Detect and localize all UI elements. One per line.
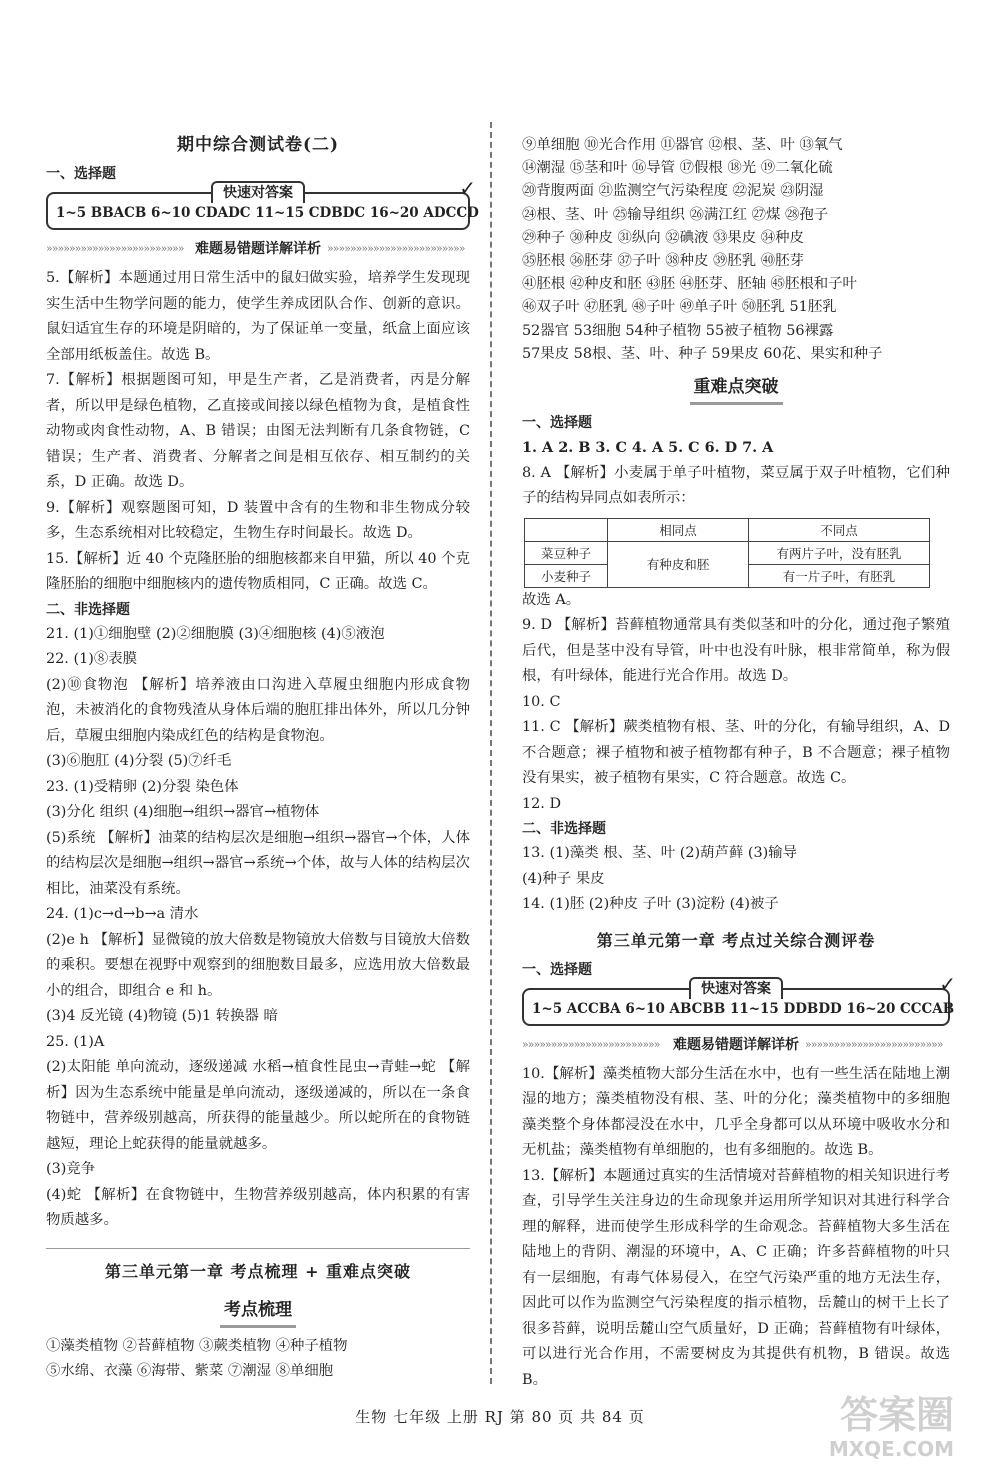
answer-item: (4)蛇 【解析】在食物链中，生物营养级别越高，体内积累的有害物质越多。 <box>46 1186 470 1228</box>
section-heading: 二、非选择题 <box>46 601 130 618</box>
answer-item: 11. C 【解析】蕨类植物有根、茎、叶的分化，有输导组织，A、D 不合题意；裸子植物和被子植物都有种子，B 不合题意；裸子植物没有果实，被子植物有果实，C 符合题意。故选 C。 <box>522 719 950 787</box>
analysis-band: »»»»»»»»»»»»»»»»»»»»»»»» 难题易错题详解详析 »»»»»»»»»»»»»»»»»»»»»»»» <box>46 236 470 262</box>
page-footer: 生物 七年级 上册 RJ 第 80 页 共 84 页 <box>355 1408 645 1426</box>
unit-title: 第三单元第一章 考点过关综合测评卷 <box>596 930 876 950</box>
watermark-logo: 答案圈 MXQE.COM <box>828 1393 954 1461</box>
quick-answer-box <box>522 971 956 1026</box>
answer-item: ⑤水绵、衣藻 ⑥海带、紫菜 ⑦潮湿 ⑧单细胞 <box>46 1363 334 1379</box>
chevron-decoration-icon: »»»»»»»»»»»»»»»»»»»»»»»» <box>805 1037 943 1051</box>
answer-item: 1. A 2. B 3. C 4. A 5. C 6. D 7. A <box>522 439 774 457</box>
answer-item: 5.【解析】本题通过用日常生活中的鼠妇做实验，培养学生发现现实生活中生物学问题的能力，使学生养成团队合作、创新的意识。鼠妇适宜生存的环境是阴暗的，为了保证单一变量，纸盒上面应该全部用纸板盖住。故选 B。 <box>46 270 470 363</box>
answer-item: ①藻类植物 ②苔藓植物 ③蕨类植物 ④种子植物 <box>46 1337 348 1354</box>
answer-item: 22. (1)⑧表膜 <box>46 651 138 667</box>
chevron-decoration-icon: »»»»»»»»»»»»»»»»»»»»»»»» <box>327 242 465 255</box>
answer-item: 15.【解析】近 40 个克隆胚胎的细胞核都来自甲猫，所以 40 个克隆胚胎的细胞中细胞核内的遗传物质相同，C 正确。故选 C。 <box>46 550 470 592</box>
answer-item: (3)竞争 <box>46 1161 96 1177</box>
list-item: ㉔根、茎、叶 ㉕输导组织 ㉖满江红 ㉗煤 ㉘孢子 <box>522 206 829 223</box>
section-heading: 一、选择题 <box>522 415 592 432</box>
list-item: 57果皮 58根、茎、叶、种子 59果皮 60花、果实和种子 <box>522 345 883 362</box>
seed-comparison-table <box>524 518 930 588</box>
answer-item: 24. (1)c→d→b→a 清水 <box>46 906 199 922</box>
answer-item: 10.【解析】藻类植物大部分生活在水中，也有一些生活在陆地上潮湿的地方；藻类植物没有根、茎、叶的分化；藻类植物中的多细胞藻类整个身体都浸没在水中，几乎全身都可以从环境中吸收水分和无机盐；藻类植物有单细胞的，也有多细胞的。故选 B。 <box>522 1065 950 1159</box>
list-item: ㊻双子叶 ㊼胚乳 ㊽子叶 ㊾单子叶 ㊿胚乳 51胚乳 <box>522 299 837 316</box>
keypoint-list <box>522 134 950 366</box>
answer-item: 故选 A。 <box>522 591 581 608</box>
quick-answer-box <box>46 176 479 230</box>
exam-title: 期中综合测试卷(二) <box>176 135 340 155</box>
checkmark-icon: ✓ <box>459 176 476 200</box>
answer-item: 14. (1)胚 (2)种皮 子叶 (3)淀粉 (4)被子 <box>522 896 779 913</box>
chevron-decoration-icon: »»»»»»»»»»»»»»»»»»»»»»»» <box>522 1037 660 1051</box>
quick-answer-list: 1~5 BBACB 6~10 CDADC 11~15 CDBDC 16~20 ADCCD <box>46 192 470 230</box>
section-banner: 重难点突破 <box>522 372 950 405</box>
separator <box>46 1248 470 1249</box>
section-banner: 考点梳理 <box>46 1295 470 1328</box>
section-heading: 一、选择题 <box>522 961 592 978</box>
analysis-band: »»»»»»»»»»»»»»»»»»»»»»»» 难题易错题详解详析 »»»»»»»»»»»»»»»»»»»»»»»» <box>522 1032 950 1058</box>
table-row: 小麦种子 有一片子叶，有胚乳 <box>525 564 930 587</box>
answer-item: 13. (1)藻类 根、茎、叶 (2)葫芦藓 (3)输导 <box>522 845 798 862</box>
left-column <box>46 128 479 1385</box>
right-column <box>522 134 956 1393</box>
table-row: 相同点 不同点 <box>525 518 930 541</box>
section-heading: 二、非选择题 <box>522 821 606 838</box>
list-item: ⑳背腹两面 ㉑监测空气污染程度 ㉒泥炭 ㉓阴湿 <box>522 183 824 200</box>
chevron-decoration-icon: »»»»»»»»»»»»»»»»»»»»»»»» <box>46 242 184 255</box>
list-item: ⑭潮湿 ⑮茎和叶 ⑯导管 ⑰假根 ⑱光 ⑲二氧化硫 <box>522 160 833 177</box>
unit-title: 第三单元第一章 考点梳理 + 重难点突破 <box>104 1261 412 1281</box>
list-item: ⑨单细胞 ⑩光合作用 ⑪器官 ⑫根、茎、叶 ⑬氧气 <box>522 137 843 153</box>
answer-item: (3)分化 组织 (4)细胞→组织→器官→植物体 <box>46 804 320 820</box>
quick-answer-list: 1~5 ACCBA 6~10 ABCBB 11~15 DDBDD 16~20 CCCAB <box>522 988 950 1026</box>
answer-item: 12. D <box>522 795 561 812</box>
answer-item: 25. (1)A <box>46 1033 105 1050</box>
table-row: 菜豆种子 有种皮和胚 有两片子叶，没有胚乳 <box>525 541 930 564</box>
answer-item: (2)太阳能 单向流动，逐级递减 水稻→植食性昆虫→青蛙→蛇 【解析】因为生态系统中能量是单向流动，逐级递减的，所以在一条食物链中，营养级别越高，所获得的能量越少。所以蛇所在的食物链越短，理论上蛇获得的能量就越多。 <box>46 1059 470 1152</box>
list-item: ㉟胚根 ㊱胚芽 ㊲子叶 ㊳种皮 ㊴胚乳 ㊵胚芽 <box>522 253 804 270</box>
list-item: 52器官 53细胞 54种子植物 55被子植物 56裸露 <box>522 322 834 339</box>
answer-item: 23. (1)受精卵 (2)分裂 染色体 <box>46 778 239 795</box>
answer-item: 9.【解析】观察题图可知，D 装置中含有的生物和非生物成分较多，生态系统相对比较稳定，生物生存时间最长。故选 D。 <box>46 499 470 541</box>
quick-answer-label: 快速对答案 <box>689 977 783 999</box>
answer-item: 7.【解析】根据题图可知，甲是生产者，乙是消费者，丙是分解者，所以甲是绿色植物，乙直接或间接以绿色植物为食，是植食性动物或肉食性动物，A、B 错误；由图无法判断有几条食物链，C 错误；生产者、消费者、分解者之间是相互依存、相互制约的关系，D 正确。故选 D。 <box>46 372 470 490</box>
answer-item: 10. C <box>522 693 561 710</box>
answer-item: (2)e h 【解析】显微镜的放大倍数是物镜放大倍数与目镜放大倍数的乘积。要想在视野中观察到的细胞数目最多，应选用放大倍数最小的组合，即组合 e 和 h。 <box>46 931 470 999</box>
column-divider <box>490 122 492 1384</box>
answer-item: (4)种子 果皮 <box>522 870 605 887</box>
answer-item: 21. (1)①细胞壁 (2)②细胞膜 (3)④细胞核 (4)⑤液泡 <box>46 625 385 642</box>
answer-item: 13.【解析】本题通过真实的生活情境对苔藓植物的相关知识进行考查，引导学生关注身边的生命现象并运用所学知识对其进行科学合理的解释，进而使学生形成科学的生命观念。苔藓植物大多生活在陆地上的背阴、潮湿的环境中，A、C 正确；许多苔藓植物的叶只有一层细胞，有毒气体易侵入，在空气污染严重的地方无法生存，因此可以作为监测空气污染程度的指示植物，岳麓山的树干上长了很多苔藓，说明岳麓山空气质量好，D 正确；苔藓植物有叶绿体，可以进行光合作用，不需要树皮为其提供有机物，B 错误。故选 B。 <box>522 1167 950 1388</box>
answer-item: (5)系统 【解析】油菜的结构层次是细胞→组织→器官→个体，人体的结构层次是细胞→组织→器官→系统→个体，故与人体的结构层次相比，油菜没有系统。 <box>46 829 470 897</box>
answer-item: (3)4 反光镜 (4)物镜 (5)1 转换器 暗 <box>46 1008 278 1024</box>
section-heading: 一、选择题 <box>46 166 116 182</box>
answer-item: (3)⑥胞肛 (4)分裂 (5)⑦纤毛 <box>46 753 232 769</box>
answer-item: 8. A 【解析】小麦属于单子叶植物，菜豆属于双子叶植物，它们种子的结构异同点如表所示： <box>522 464 950 507</box>
list-item: ㊶胚根 ㊷种皮和胚 ㊸胚 ㊹胚芽、胚轴 ㊺胚根和子叶 <box>522 276 857 293</box>
list-item: ㉙种子 ㉚种皮 ㉛纵向 ㉜碘液 ㉝果皮 ㉞种皮 <box>522 229 804 246</box>
checkmark-icon: ✓ <box>939 971 956 996</box>
quick-answer-label: 快速对答案 <box>211 181 305 203</box>
answer-item: 9. D 【解析】苔藓植物通常具有类似茎和叶的分化，通过孢子繁殖后代，但是茎中没有导管，叶中也没有叶脉，根非常简单，称为假根，有叶绿体，能进行光合作用。故选 D。 <box>522 617 950 685</box>
answer-item: (2)⑩食物泡 【解析】培养液由口沟进入草履虫细胞内形成食物泡，未被消化的食物残渣从身体后端的胞肛排出体外，所以几分钟后，草履虫细胞内染成红色的结构是食物泡。 <box>46 676 470 744</box>
